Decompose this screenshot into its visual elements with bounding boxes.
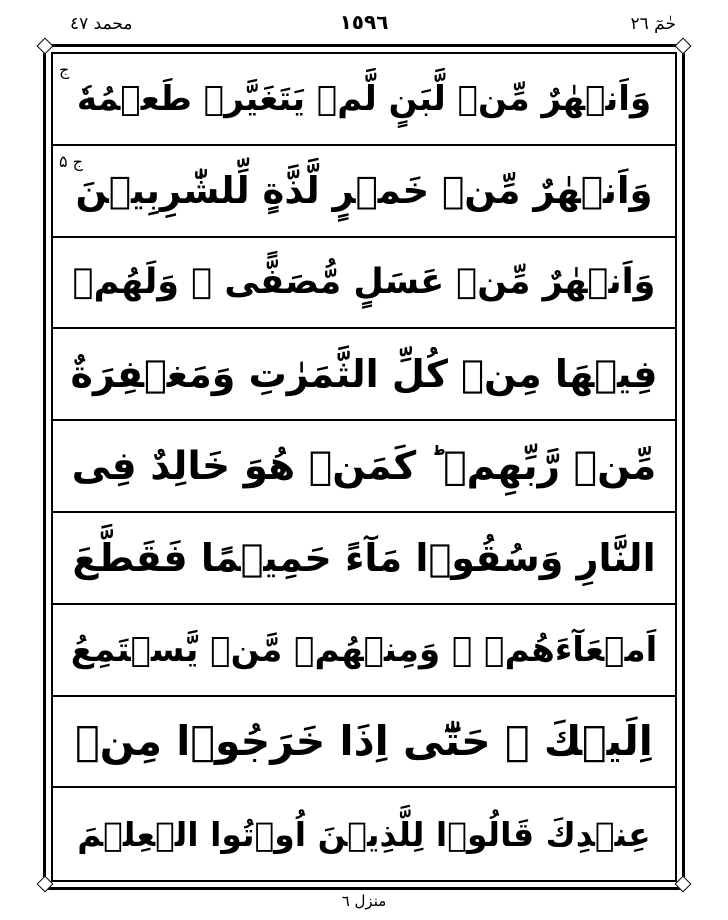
verse-line	[53, 788, 675, 880]
verse-text: النَّارِ وَسُقُوۡا مَآءً حَمِيۡمًا فَقَطَّعَ	[72, 535, 656, 580]
verse-line	[53, 697, 675, 789]
verse-line	[53, 329, 675, 421]
verse-text: وَاَنۡهٰرٌ مِّنۡ عَسَلٍ مُّصَفًّى ۚ وَلَهُمۡ	[72, 262, 656, 303]
verse-line	[53, 146, 675, 238]
waqf-mark: ج	[59, 60, 70, 79]
verse-text: وَاَنۡهٰرٌ مِّنۡ خَمۡرٍ لَّذَّةٍ لِّلشّٰرِبِيۡنَ	[75, 169, 653, 213]
surah-name: محمد ٤٧	[70, 14, 133, 34]
verse-text: مِّنۡ رَّبِّهِمۡ ؕ كَمَنۡ هُوَ خَالِدٌ فِى	[71, 443, 657, 489]
page-number: ١٥٩٦	[339, 10, 389, 34]
verse-text: فِيۡهَا مِنۡ كُلِّ الثَّمَرٰتِ وَمَغۡفِرَةٌ	[70, 352, 658, 397]
verse-text: اِلَيۡكَ ۚ حَتّٰٓى اِذَا خَرَجُوۡا مِنۡ	[75, 717, 653, 766]
verse-line	[53, 605, 675, 697]
verse-text: اَمۡعَآءَهُمۡ ⑮ وَمِنۡهُمۡ مَّنۡ يَّسۡتَمِعُ	[70, 629, 658, 670]
verse-line	[53, 421, 675, 513]
verse-text: عِنۡدِكَ قَالُوۡا لِلَّذِيۡنَ اُوۡتُوا الۡعِلۡمَ	[77, 814, 651, 854]
verse-lines	[53, 54, 675, 880]
verse-line	[53, 54, 675, 146]
page-header	[0, 0, 728, 44]
verse-line	[53, 238, 675, 330]
verse-text: وَاَنۡهٰرٌ مِّنۡ لَّبَنٍ لَّمۡ يَتَغَيَّرۡ طَعۡمُهٗ	[76, 78, 652, 119]
manzil-footer: منزل ٦	[341, 892, 387, 910]
verse-line	[53, 513, 675, 605]
waqf-mark: ج ۵	[59, 151, 84, 171]
juz-name: حٰمٓ ٢٦	[630, 14, 676, 34]
